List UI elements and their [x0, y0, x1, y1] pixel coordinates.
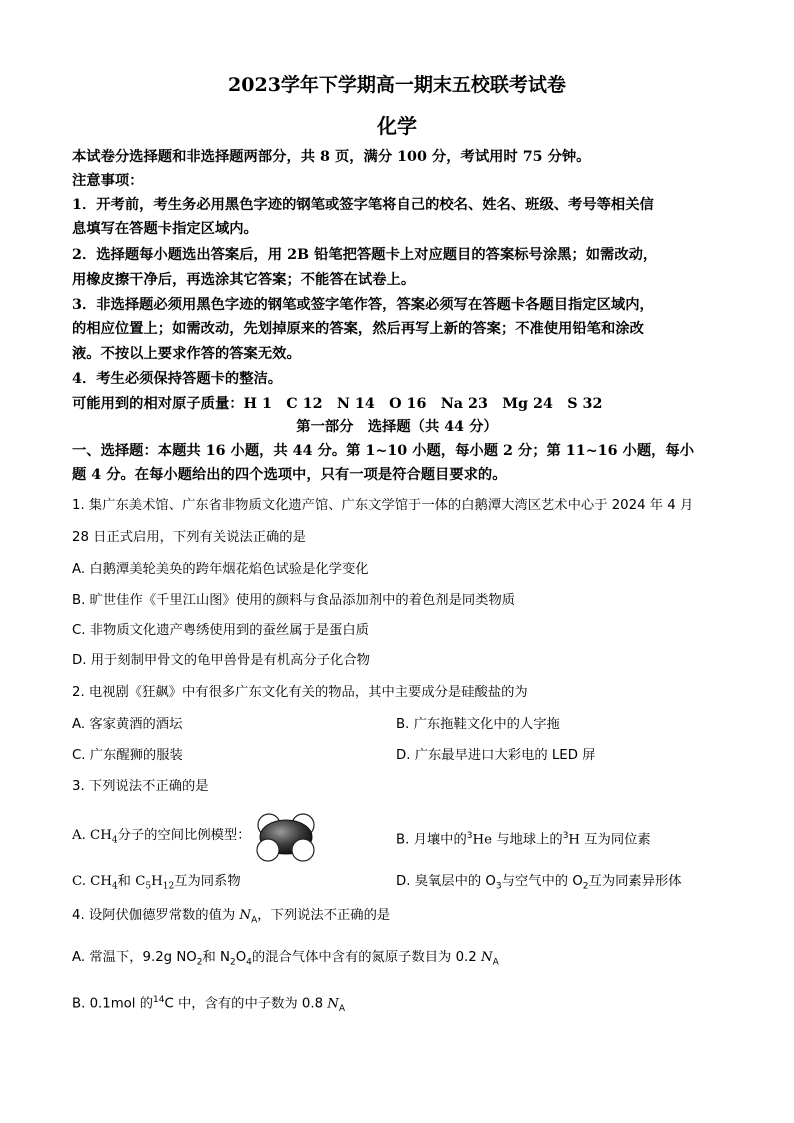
q3-d-pre: D. 臭氧层中的 O	[396, 874, 496, 889]
q3-c-sub2: 5	[145, 881, 152, 892]
q3-d-post: 互为同素异形体	[588, 874, 682, 889]
q3-b-post: H 互为同位素	[568, 832, 651, 848]
q4-b-na-sub: A	[338, 1004, 346, 1015]
q4-a-post: 的混合气体中含有的氮原子数目为 0.2	[251, 950, 477, 965]
q1-option-b: B. 旷世佳作《千里江山图》使用的颜料与食品添加剂中的着色剂是同类物质	[72, 593, 516, 608]
q4-a-sub2: 2	[229, 957, 236, 968]
q4-b-pre: B. 0.1mol 的	[72, 996, 154, 1012]
q4-a-pre: A. 常温下，9.2g NO	[72, 950, 197, 965]
notes-heading: 注意事项：	[72, 173, 144, 189]
q1-option-d: D. 用于刻制甲骨文的龟甲兽骨是有机高分子化合物	[72, 653, 370, 668]
q2-stem: 2. 电视剧《狂飙》中有很多广东文化有关的物品，其中主要成分是硅酸盐的为	[72, 685, 528, 700]
note-3-line-2: 的相应位置上；如需改动，先划掉原来的答案，然后再写上新的答案；不准使用铅笔和涂改	[72, 321, 644, 337]
q4-b-na-symbol: N	[327, 996, 339, 1012]
q3-option-b	[396, 826, 651, 850]
q2-option-a: A. 客家黄酒的酒坛	[72, 717, 183, 732]
q2-option-d: D. 广东最早进口大彩电的 LED 屏	[396, 748, 596, 763]
q4-na-sub: A	[251, 915, 258, 926]
q4-stem-post: ，下列说法不正确的是	[257, 908, 391, 923]
note-4: 4．考生必须保持答题卡的整洁。	[72, 371, 283, 387]
q3-c-pre: C. CH	[72, 874, 112, 889]
q3-c-sub1: 4	[111, 881, 118, 892]
q3-d-sub1: 3	[495, 881, 502, 892]
q2-option-c: C. 广东醒狮的服装	[72, 748, 183, 763]
part1-desc-line-2: 题 4 分。在每小题给出的四个选项中，只有一项是符合题目要求的。	[72, 467, 507, 483]
q4-a-sub3: 4	[246, 957, 252, 968]
q3-a-sub: 4	[111, 835, 118, 846]
q4-b-mid: C 中，含有的中子数为 0.8	[164, 996, 324, 1012]
q4-b-sup: 14	[153, 995, 165, 1005]
q3-c-h: H	[151, 874, 163, 889]
q3-b-mid: He 与地球上的	[472, 832, 563, 848]
q1-option-a: A. 白鹅潭美轮美奂的跨年烟花焰色试验是化学变化	[72, 562, 369, 577]
note-1-line-1: 1．开考前，考生务必用黑色字迹的钢笔或签字笔将自己的校名、姓名、班级、考号等相关信	[72, 197, 654, 213]
q3-c-mid: 和 C	[117, 874, 146, 889]
part1-heading: 第一部分 选择题（共 44 分）	[296, 419, 498, 435]
q4-na-symbol: N	[239, 908, 252, 923]
q3-c-post: 互为同系物	[174, 874, 241, 889]
exam-intro: 本试卷分选择题和非选择题两部分，共 8 页，满分 100 分，考试用时 75 分钟。	[72, 149, 591, 165]
q1-stem-line-2: 28 日正式启用，下列有关说法正确的是	[72, 530, 306, 545]
q3-b-sup1: 3	[466, 831, 473, 841]
note-1-line-2: 息填写在答题卡指定区域内。	[72, 221, 258, 237]
q3-b-pre: B. 月壤中的	[396, 832, 467, 848]
q3-c-sub3: 12	[162, 881, 175, 892]
q4-a-mid: 和 N	[202, 950, 230, 965]
q1-stem-line-1: 1. 集广东美术馆、广东省非物质文化遗产馆、广东文学馆于一体的白鹅潭大湾区艺术中心于 2024 年 4 月	[72, 498, 694, 513]
exam-title: 2023学年下学期高一期末五校联考试卷	[228, 74, 566, 96]
q3-a-pre: A. CH	[72, 828, 112, 843]
q3-stem: 3. 下列说法不正确的是	[72, 779, 209, 794]
note-3-line-1: 3．非选择题必须用黑色字迹的钢笔或签字笔作答，答案必须写在答题卡各题目指定区域内，	[72, 297, 654, 313]
q3-d-sub2: 2	[582, 881, 589, 892]
q1-option-c: C. 非物质文化遗产粤绣使用到的蚕丝属于是蛋白质	[72, 623, 369, 638]
q4-stem-pre: 4. 设阿伏伽德罗常数的值为	[72, 908, 236, 923]
q3-option-c	[72, 872, 241, 897]
q3-option-a	[72, 826, 251, 851]
atomic-masses: 可能用到的相对原子质量：H 1 C 12 N 14 O 16 Na 23 Mg 24 S 32	[72, 396, 603, 412]
methane-space-filling-model-icon	[255, 812, 317, 862]
note-3-line-3: 液。不按以上要求作答的答案无效。	[72, 346, 301, 362]
q2-option-b: B. 广东拖鞋文化中的人字拖	[396, 717, 560, 732]
q4-a-na-symbol: N	[480, 950, 493, 965]
subject-title: 化学	[377, 114, 417, 138]
q4-a-o: O	[235, 950, 247, 965]
note-2-line-1: 2．选择题每小题选出答案后，用 2B 铅笔把答题卡上对应题目的答案标号涂黑；如需改动，	[72, 247, 658, 263]
q3-b-sup2: 3	[562, 831, 569, 841]
part1-desc-line-1: 一、选择题：本题共 16 小题，共 44 分。第 1~10 小题，每小题 2 分；第 11~16 小题，每小	[72, 443, 695, 459]
q3-option-d	[396, 872, 682, 897]
q3-d-mid: 与空气中的 O	[501, 874, 583, 889]
q3-a-post: 分子的空间比例模型：	[117, 828, 251, 843]
note-2-line-2: 用橡皮擦干净后，再选涂其它答案；不能答在试卷上。	[72, 272, 416, 288]
q4-option-b	[72, 990, 345, 1019]
q4-a-na-sub: A	[492, 957, 499, 968]
q4-a-sub1: 2	[196, 957, 203, 968]
q4-stem	[72, 906, 390, 931]
q4-option-a	[72, 948, 499, 973]
